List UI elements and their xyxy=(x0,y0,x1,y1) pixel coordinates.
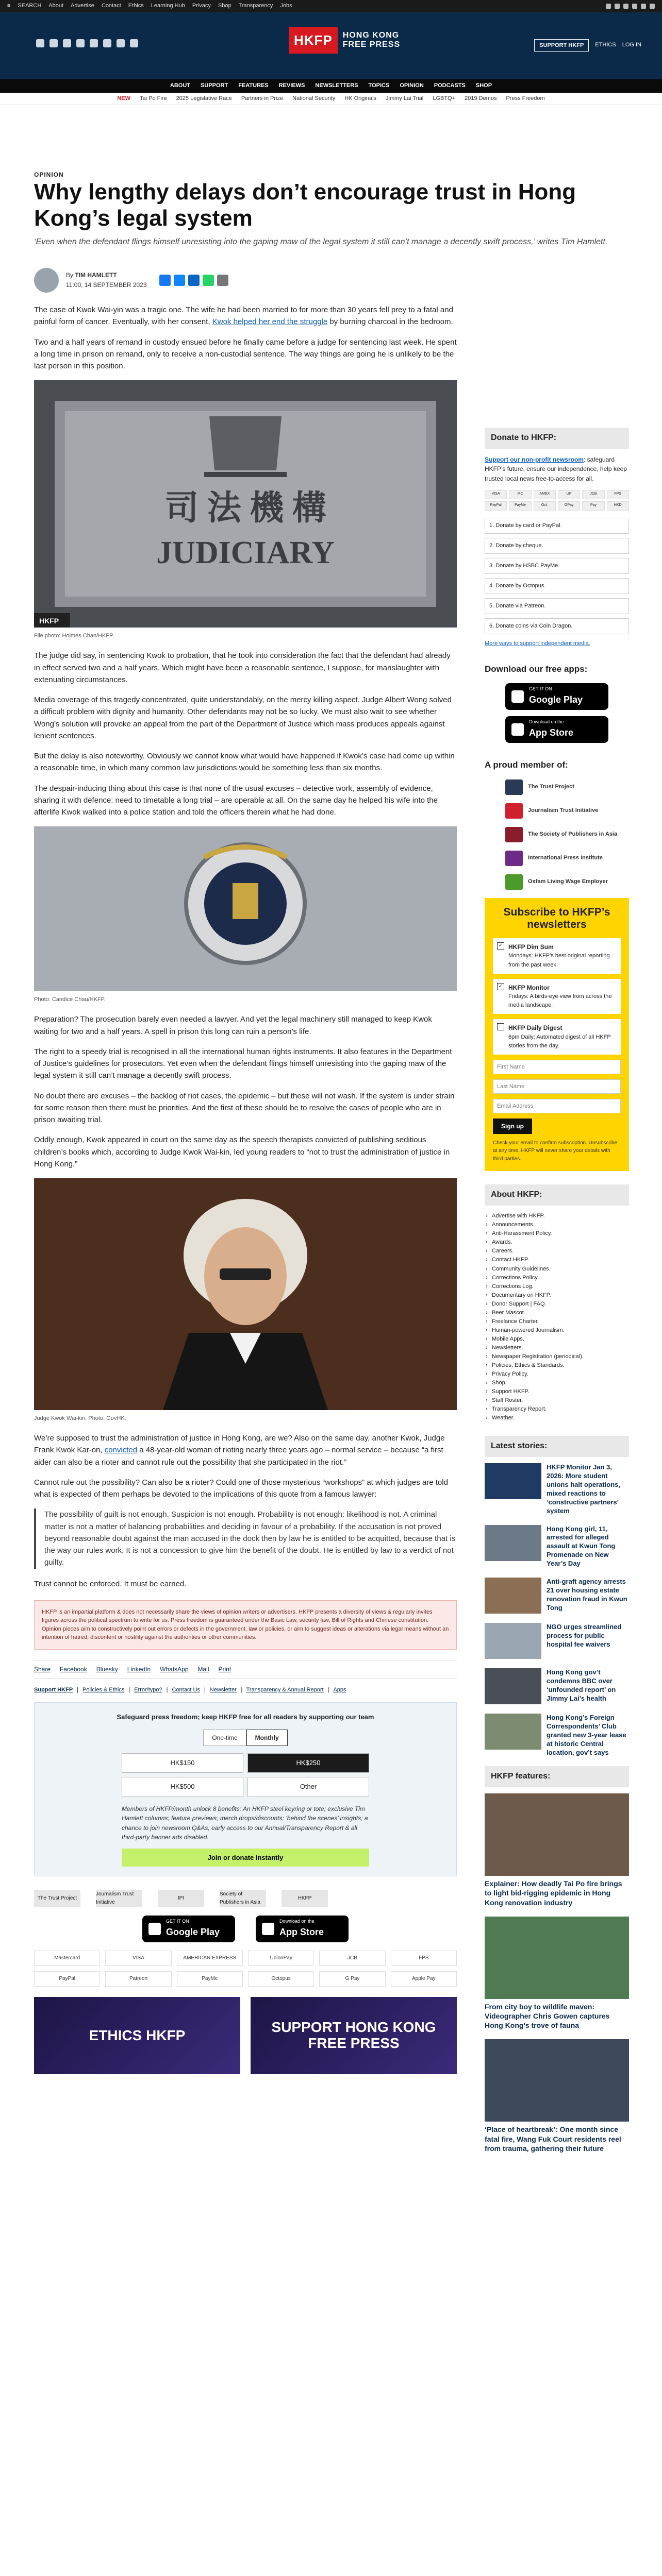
payment-icon: FPS xyxy=(607,490,629,499)
signup-button[interactable]: Sign up xyxy=(493,1118,532,1134)
footer-link[interactable]: Newsletter xyxy=(209,1687,237,1693)
about-link[interactable]: › Policies, Ethics & Standards. xyxy=(485,1361,629,1370)
topbar-link-learning-hub[interactable]: Learning Hub xyxy=(151,3,185,9)
photo-caption: Judge Kwok Wai-kin. Photo: GovHK. xyxy=(34,1415,126,1422)
google-play-icon xyxy=(148,1923,161,1935)
topbar-link-transparency[interactable]: Transparency xyxy=(238,3,273,9)
payment-icon: Pay xyxy=(582,501,604,511)
story-item[interactable]: Hong Kong gov’t condemns BBC over ‘unfounded report’ on Jimmy Lai’s health xyxy=(485,1668,629,1704)
share-bluesky[interactable]: Bluesky xyxy=(96,1665,118,1673)
amount-option-other[interactable]: Other xyxy=(247,1777,369,1797)
paragraph: Oddly enough, Kwok appeared in court on the same day as the speech therapists convicted of publishing seditious children’s books which, according to Judge Kwok Wai-kin, led young readers to “not to trust the administration of justice in Hong Kong.” xyxy=(34,1136,450,1168)
payment-logo: FPS xyxy=(391,1951,457,1966)
facebook-icon[interactable] xyxy=(36,39,44,47)
member-logo[interactable]: The Trust Project xyxy=(485,779,629,795)
google-play-icon xyxy=(511,690,524,703)
main-nav xyxy=(0,79,662,93)
inline-link[interactable]: Kwok helped her end the struggle xyxy=(212,317,328,327)
photo-caption: Photo: Candice Chau/HKFP. xyxy=(34,996,106,1003)
latest-title: Latest stories: xyxy=(485,1436,629,1457)
checkbox[interactable]: ✓ xyxy=(497,983,504,990)
story-item[interactable]: HKFP Monitor Jan 3, 2026: More student unions halt operations, mixed reactions to ‘constructive partners’ system xyxy=(485,1463,629,1515)
paragraph: The case of Kwok Wai-yin was a tragic one. The wife he had been married to for more than 30 years fell prey to a fatal and painful form of cancer. Eventually, with her consent, Kwok helped her end the struggle by burning charcoal in the bedroom. xyxy=(34,306,453,327)
whatsapp-share-icon[interactable] xyxy=(203,275,214,286)
trending-item[interactable]: Tai Po Fire xyxy=(139,95,167,101)
story-thumbnail xyxy=(485,1463,541,1499)
donation-box xyxy=(34,1702,457,1876)
amount-option[interactable]: HK$150 xyxy=(122,1753,243,1773)
payment-icon: HKD xyxy=(607,501,629,511)
feature-item[interactable]: From city boy to wildlife maven: Videographer Chris Gowen captures Hong Kong’s trove of fauna xyxy=(485,1917,629,2030)
author-avatar xyxy=(34,268,59,293)
payment-icon: AMEX xyxy=(534,490,556,499)
about-link[interactable]: › Privacy Policy. xyxy=(485,1370,629,1379)
facebook-share-icon[interactable] xyxy=(159,275,171,286)
social-icons xyxy=(606,4,655,9)
topbar-link-jobs[interactable]: Jobs xyxy=(280,3,292,9)
about-link[interactable]: › Beer Mascot. xyxy=(485,1309,629,1317)
share-icons xyxy=(159,275,228,286)
facebook-icon[interactable] xyxy=(606,4,611,9)
about-link[interactable]: › Documentary on HKFP. xyxy=(485,1291,629,1300)
trending-item[interactable]: Partners in Prize xyxy=(241,95,284,101)
article-footer-links: Support HKFP | Policies & Ethics | Error/typo? | Contact Us | Newsletter | Transparency & Annual Report | Apps xyxy=(34,1686,457,1694)
payment-icon: GPay xyxy=(558,501,580,511)
donate-intro: Support our non-profit newsroom: safeguard HKFP’s future, ensure our independence, help keep trusted local news free-to-access for all. xyxy=(485,455,627,482)
top-bar xyxy=(0,0,662,12)
topbar-link-about[interactable]: About xyxy=(48,3,64,9)
share-whatsapp[interactable]: WhatsApp xyxy=(160,1665,189,1673)
payment-icon: MC xyxy=(509,490,531,499)
svg-text:司 法 機 構: 司 法 機 構 xyxy=(164,489,326,528)
more-ways-link[interactable]: More ways to support independent media. xyxy=(485,640,590,647)
logo-line-1: HONG KONG xyxy=(342,30,400,40)
payment-icon: Oct. xyxy=(534,501,556,511)
payment-logo: Apple Pay xyxy=(391,1971,457,1987)
new-badge: NEW xyxy=(117,95,130,101)
bluesky-icon[interactable] xyxy=(117,39,125,47)
partner-logo[interactable]: HKFP xyxy=(282,1890,328,1907)
app-store-button[interactable]: Download on the App Store xyxy=(505,716,608,743)
x-icon[interactable] xyxy=(615,4,620,9)
member-title: A proud member of: xyxy=(485,760,568,770)
masthead-social-icons xyxy=(36,39,138,47)
support-banner[interactable]: SUPPORT HONG KONG FREE PRESS xyxy=(251,1997,457,2074)
topbar-link-advertise[interactable]: Advertise xyxy=(71,3,94,9)
nav-opinion[interactable]: OPINION xyxy=(400,82,424,89)
paragraph: Preparation? The prosecution barely even needed a lawyer. And yet the legal machinery still managed to keep Kwok waiting for two and a half years. A spell in prison this long can ruin a person’s life. xyxy=(34,1015,432,1036)
newsletter-option[interactable]: HKFP Daily Digest 6pm Daily: Automated digest of all HKFP stories from the day. xyxy=(493,1019,621,1055)
byline: By TIM HAMLETT 11:00, 14 SEPTEMBER 2023 xyxy=(34,268,228,293)
paragraph: Two and a half years of remand in custody ensued before he finally came before a judge for sentencing last week. He spent a long time in prison on remand, only to receive a non-custodial sentence. The way things are going he is unlikely to be the last person in this position. xyxy=(34,337,457,370)
apps-title: Download our free apps: xyxy=(485,664,588,674)
footer-link[interactable]: Contact Us xyxy=(172,1687,200,1693)
about-link[interactable]: › Transparency Report. xyxy=(485,1405,629,1414)
logo-mark: HKFP xyxy=(289,27,338,54)
story-item[interactable]: Hong Kong’s Foreign Correspondents’ Club granted new 3-year lease at historic Central location, gov’t says xyxy=(485,1714,629,1757)
amount-option-selected[interactable]: HK$250 xyxy=(247,1753,369,1773)
payment-logo: AMERICAN EXPRESS xyxy=(177,1951,243,1966)
judge-photo xyxy=(34,1178,457,1410)
newsletter-title: Subscribe to HKFP’s newsletters xyxy=(503,906,610,930)
story-item[interactable]: NGO urges streamlined process for public hospital fee waivers xyxy=(485,1623,629,1659)
youtube-icon[interactable] xyxy=(632,4,637,9)
masthead xyxy=(0,12,662,79)
share-linkedin[interactable]: LinkedIn xyxy=(127,1665,151,1673)
last-name-field[interactable] xyxy=(493,1079,621,1094)
sopa-icon xyxy=(505,827,523,842)
payment-logo: Patreon xyxy=(105,1971,171,1987)
footer-link[interactable]: Error/typo? xyxy=(134,1687,162,1693)
paragraph: Media coverage of this tragedy concentrated, quite understandably, on the mercy killing aspect. Judge Albert Wong solved a difficult problem with dignity and humanity. Other defendants may not be so lucky. We must also wait to see whether Wong’s solution will provoke an appeal from the part of the Department of Justice which mass produces appeals against lenient sentences. xyxy=(34,696,452,740)
latest-stories xyxy=(485,1463,629,1757)
about-links xyxy=(485,1212,629,1422)
inline-link[interactable]: convicted xyxy=(104,1446,138,1455)
linkedin-share-icon[interactable] xyxy=(188,275,200,286)
payment-icon: PayPal xyxy=(485,501,507,511)
donate-option[interactable]: 4. Donate by Octopus. xyxy=(485,578,629,594)
paragraph: Cannot rule out the possibility? Can also be a rioter? Could one of those mysterious “workshops” at which judges are told what is expected of them perhaps be devoted to the implications of this quote from a famous lawyer: xyxy=(34,1478,448,1499)
site-logo[interactable] xyxy=(289,27,400,54)
donate-title: Donate to HKFP: xyxy=(485,428,629,449)
about-link[interactable]: › Careers. xyxy=(485,1247,629,1256)
donate-option[interactable]: 3. Donate by HSBC PayMe. xyxy=(485,558,629,574)
apple-icon xyxy=(262,1923,274,1935)
newsletter-footnote: Check your email to confirm subscription. Unsubscribe at any time. HKFP will never share your details with third parties. xyxy=(493,1140,618,1162)
article-title: Why lengthy delays don’t encourage trust in Hong Kong’s legal system xyxy=(34,179,576,231)
about-title: About HKFP: xyxy=(485,1184,629,1206)
newsletter-signup xyxy=(485,898,629,1172)
about-link[interactable]: › Support HKFP. xyxy=(485,1387,629,1396)
trending-item[interactable]: Jimmy Lai Trial xyxy=(386,95,424,101)
author-name[interactable]: TIM HAMLETT xyxy=(75,272,117,279)
linkedin-icon[interactable] xyxy=(90,39,98,47)
payment-icon: JCB xyxy=(582,490,604,499)
menu-icon[interactable]: ≡ xyxy=(7,3,11,9)
membership-note: Members of HKFP/month unlock 8 benefits: An HKFP steel keyring or tote; exclusive Tim Hamlett columns; feature previews; merch drops/discounts; ‘behind the scenes’ insights; a chance to join newsroom Q&As; early access to our Annual/Transparency Report & all third-party banner ads disabled. xyxy=(122,1805,368,1841)
x-icon[interactable] xyxy=(49,39,58,47)
judiciary-photo xyxy=(34,380,457,628)
jti-icon xyxy=(505,803,523,819)
article-body xyxy=(34,304,457,2074)
story-thumbnail xyxy=(485,1714,541,1750)
share-link[interactable]: Share xyxy=(34,1665,51,1673)
paragraph: The right to a speedy trial is recognised in all the international human rights instruments. It also features in the Department of Justice’s guidelines for prosecutors. Yet even when the defendant flings himself unresisting into the gaping maw of the legal system it still can’t manage a decently swift process. xyxy=(34,1047,452,1080)
amount-options xyxy=(122,1753,369,1797)
newsletter-option[interactable]: ✓ HKFP Monitor Fridays: A birds-eye view from across the media landscape. xyxy=(493,979,621,1014)
share-row xyxy=(34,1660,457,1679)
topbar-link-contact[interactable]: Contact xyxy=(101,3,121,9)
bluesky-share-icon[interactable] xyxy=(174,275,185,286)
nav-about[interactable]: ABOUT xyxy=(170,82,191,89)
logo-wordmark xyxy=(343,31,400,50)
donate-intro-link[interactable]: Support our non-profit newsroom xyxy=(485,455,584,463)
story-item[interactable]: Hong Kong girl, 11, arrested for alleged assault at Kwun Tong Promenade on New Year’s Day xyxy=(485,1525,629,1568)
trending-item[interactable]: 2025 Legislative Race xyxy=(176,95,232,101)
payment-icons xyxy=(485,490,629,511)
trending-item[interactable]: HK Originals xyxy=(344,95,377,101)
payment-logo: VISA xyxy=(105,1951,171,1966)
nav-topics[interactable]: TOPICS xyxy=(368,82,390,89)
blockquote xyxy=(34,1509,457,1568)
google-play-button[interactable]: GET IT ON Google Play xyxy=(142,1916,235,1942)
feature-thumbnail xyxy=(485,1917,629,1999)
partner-logo[interactable]: Journalism Trust Initiative xyxy=(96,1890,142,1907)
about-link[interactable]: › Anti-Harassment Policy. xyxy=(485,1229,629,1238)
nav-podcasts[interactable]: PODCASTS xyxy=(434,82,466,89)
paragraph: But the delay is also noteworthy. Obviously we cannot know what would have happened if Kwok’s case had come up within a reasonable time, in which many common law jurisdictions would be something less than six months. xyxy=(34,752,455,773)
quote-text: The possibility of guilt is not enough. Suspicion is not enough. Probability is not enough: likelihood is not. A criminal matter is not a matter of balancing probabilities and deciding in favour of a probability. If the accusation is not proved beyond reasonable doubt against the man accused in the dock then by law he is entitled to be acquitted, because that is the way our rules work. It is not a concession to give him the benefit of the doubt. He is entitled by law to a verdict of not guilty. xyxy=(44,1510,456,1567)
oxfam-icon xyxy=(505,874,523,890)
donation-heading: Safeguard press freedom; keep HKFP free for all readers by supporting our team xyxy=(117,1713,374,1721)
topbar-link-privacy[interactable]: Privacy xyxy=(192,3,211,9)
sidebar xyxy=(485,428,629,2162)
about-link[interactable]: › Mobile Apps. xyxy=(485,1335,629,1344)
about-link[interactable]: › Announcements. xyxy=(485,1221,629,1229)
paragraph: Trust cannot be enforced. It must be earned. xyxy=(34,1579,187,1588)
trending-item[interactable]: Press Freedom xyxy=(506,95,545,101)
instagram-icon[interactable] xyxy=(623,4,628,9)
trending-item[interactable]: 2019 Demos xyxy=(465,95,497,101)
login-link[interactable]: LOG IN xyxy=(622,42,641,48)
newsletter-option[interactable]: ✓ HKFP Dim Sum Mondays: HKFP’s best original reporting from the past week. xyxy=(493,938,621,974)
nav-features[interactable]: FEATURES xyxy=(238,82,269,89)
checkbox[interactable] xyxy=(497,1023,504,1030)
checkbox[interactable]: ✓ xyxy=(497,942,504,950)
opinion-disclaimer: HKFP is an impartial platform & does not necessarily share the views of opinion writers or advertisers. HKFP presents a diversity of views & regularly invites figures across the political spectrum to write for us. Press freedom is guaranteed under the Basic Law, security law, Bill of Rights and Chinese constitution. Opinion pieces aim to constructively point out errors or defects in the government, law or policies, or aim to suggest ideas or alterations via legal means without an intention of hatred, discontent or hostility against the authorities or other communities. xyxy=(34,1600,457,1650)
donate-option[interactable]: 6. Donate coins via Coin Dragon. xyxy=(485,618,629,634)
about-link[interactable]: › Shop. xyxy=(485,1379,629,1387)
story-thumbnail xyxy=(485,1668,541,1704)
app-store-row xyxy=(34,1916,457,1942)
payment-logo: Octopus xyxy=(248,1971,314,1987)
nav-shop[interactable]: SHOP xyxy=(475,82,492,89)
payment-icon: VISA xyxy=(485,490,507,499)
partner-logo[interactable]: Society of Publishers in Asia xyxy=(220,1890,266,1907)
svg-text:HKFP: HKFP xyxy=(39,617,59,625)
nav-reviews[interactable]: REVIEWS xyxy=(278,82,305,89)
feature-item[interactable]: Explainer: How deadly Tai Po fire brings to light bid-rigging epidemic in Hong Kong renovation industry xyxy=(485,1793,629,1907)
share-print[interactable]: Print xyxy=(218,1665,231,1673)
judiciary-sign-text: JUDICIARY xyxy=(156,535,335,571)
bluesky-icon[interactable] xyxy=(650,4,655,9)
about-link[interactable]: › Awards. xyxy=(485,1238,629,1247)
feature-item[interactable]: ‘Place of heartbreak’: One month since fatal fire, Wang Fuk Court residents reel from trauma, gathering their future xyxy=(485,2039,629,2153)
footer-link[interactable]: Policies & Ethics xyxy=(82,1687,125,1693)
donate-option[interactable]: 2. Donate by cheque. xyxy=(485,538,629,554)
about-link[interactable]: › Contact HKFP. xyxy=(485,1256,629,1264)
article-standfirst: ‘Even when the defendant flings himself unresisting into the gaping maw of the legal system it still can’t manage a decently swift process,’ writes Tim Hamlett. xyxy=(34,238,608,246)
share-facebook[interactable]: Facebook xyxy=(60,1665,87,1673)
amount-option[interactable]: HK$500 xyxy=(122,1777,243,1797)
donate-option[interactable]: 1. Donate by card or PayPal. xyxy=(485,518,629,534)
donate-options xyxy=(485,518,629,634)
youtube-icon[interactable] xyxy=(76,39,85,47)
rss-icon[interactable] xyxy=(130,39,138,47)
payment-logo: PayMe xyxy=(177,1971,243,1987)
about-link[interactable]: › Human-powered Journalism. xyxy=(485,1326,629,1335)
paragraph: The despair-inducing thing about this case is that none of the usual excuses – detective work, assembly of evidence, sharing it with defence: need to timetable a long trial – are operable at all. On the same day he helped his wife into the afterlife Kwok walked into a police station and told the officers therein what he had done. xyxy=(34,784,438,817)
partner-logos xyxy=(34,1890,457,1907)
join-button[interactable]: Join or donate instantly xyxy=(122,1849,369,1867)
about-link[interactable]: › Newsletters. xyxy=(485,1344,629,1352)
instagram-icon[interactable] xyxy=(63,39,71,47)
app-store-button[interactable]: Download on the App Store xyxy=(256,1916,349,1942)
payment-logo: PayPal xyxy=(34,1971,100,1987)
partner-logo[interactable]: IPI xyxy=(158,1890,204,1907)
story-thumbnail xyxy=(485,1623,541,1659)
threads-icon[interactable] xyxy=(103,39,111,47)
sidebar-app-buttons xyxy=(485,683,629,743)
payment-logo: UnionPay xyxy=(248,1951,314,1966)
member-logo[interactable]: The Society of Publishers in Asia xyxy=(485,827,629,842)
about-link[interactable]: › Newspaper Registration (periodical). xyxy=(485,1352,629,1361)
frequency-toggle xyxy=(44,1730,447,1747)
trust-project-icon xyxy=(505,779,523,795)
features-title: HKFP features: xyxy=(485,1766,629,1787)
nav-newsletters[interactable]: NEWSLETTERS xyxy=(315,82,358,89)
paragraph: The judge did say, in sentencing Kwok to probation, that he took into consideration the fact that the defendant had already in effect served two and a half years. Which might have been a reasonable sentence, I suppose, for manslaughter with extenuating circumstances. xyxy=(34,651,451,684)
topbar-link-shop[interactable]: Shop xyxy=(218,3,231,9)
footer-link[interactable]: Transparency & Annual Report xyxy=(246,1687,324,1693)
about-link[interactable]: › Advertise with HKFP. xyxy=(485,1212,629,1221)
trending-item[interactable]: LGBTQ+ xyxy=(433,95,456,101)
payment-icon: UP xyxy=(558,490,580,499)
police-emblem-photo xyxy=(34,826,457,991)
feature-thumbnail xyxy=(485,2039,629,2122)
member-logo[interactable]: Journalism Trust Initiative xyxy=(485,803,629,819)
about-link[interactable]: › Corrections Log. xyxy=(485,1282,629,1291)
apple-icon xyxy=(511,723,524,736)
ipi-icon xyxy=(505,851,523,866)
photo-caption: File photo: Holmes Chan/HKFP. xyxy=(34,633,114,639)
nav-support[interactable]: SUPPORT xyxy=(201,82,228,89)
about-link[interactable]: › Freelance Charter. xyxy=(485,1317,629,1326)
promo-banners xyxy=(34,1997,457,2074)
story-thumbnail xyxy=(485,1525,541,1561)
google-play-button[interactable]: GET IT ON Google Play xyxy=(505,683,608,710)
trending-nav xyxy=(0,93,662,105)
share-mail[interactable]: Mail xyxy=(197,1665,209,1673)
payment-methods xyxy=(34,1951,457,1987)
partner-logo[interactable]: The Trust Project xyxy=(34,1890,80,1907)
member-logo[interactable]: International Press Institute xyxy=(485,851,629,866)
monthly-option[interactable]: Monthly xyxy=(246,1730,288,1747)
member-logo[interactable]: Oxfam Living Wage Employer xyxy=(485,874,629,890)
footer-link[interactable]: Support HKFP xyxy=(34,1687,73,1693)
trending-item[interactable]: National Security xyxy=(292,95,336,101)
about-link[interactable]: › Donor Support | FAQ. xyxy=(485,1300,629,1309)
ethics-link[interactable]: ETHICS xyxy=(595,42,616,48)
donate-option[interactable]: 5. Donate via Patreon. xyxy=(485,598,629,614)
payment-icon: PayMe xyxy=(509,501,531,511)
about-link[interactable]: › Staff Roster. xyxy=(485,1396,629,1405)
search-link[interactable]: SEARCH xyxy=(18,3,42,9)
topbar-link-ethics[interactable]: Ethics xyxy=(128,3,144,9)
payment-logo: JCB xyxy=(319,1951,385,1966)
story-item[interactable]: Anti-graft agency arrests 21 over housing estate renovation fraud in Kwun Tong xyxy=(485,1578,629,1614)
support-hkfp-button[interactable]: SUPPORT HKFP xyxy=(534,39,589,52)
paragraph: We’re supposed to trust the administration of justice in Hong Kong, are we? Also on the same day, another Kwok, Judge Frank Kwok Kar-on, convicted a 48-year-old woman of rioting nearly three years ago – normal service – because “a first aider can also be a rioter and cannot rule out the possibility that she participated in the riot.” xyxy=(34,1434,445,1467)
paragraph: No doubt there are excuses – the backlog of riot cases, the epidemic – but these will not wash. If the system is under strain for some reason then there must be priorities. And the first of these should be to resolve the cases of people who are in prison awaiting trial. xyxy=(34,1091,455,1125)
about-link[interactable]: › Weather. xyxy=(485,1414,629,1422)
threads-icon[interactable] xyxy=(641,4,646,9)
payment-logo: Mastercard xyxy=(34,1951,100,1966)
payment-logo: G Pay xyxy=(319,1971,385,1987)
feature-thumbnail xyxy=(485,1793,629,1876)
email-field[interactable] xyxy=(493,1099,621,1113)
publish-date: 11:00, 14 SEPTEMBER 2023 xyxy=(66,281,147,289)
ethics-banner[interactable]: ETHICS HKFP xyxy=(34,1997,240,2074)
mail-share-icon[interactable] xyxy=(217,275,228,286)
first-name-field[interactable] xyxy=(493,1060,621,1074)
article-category[interactable]: OPINION xyxy=(34,171,64,178)
one-time-option[interactable]: One-time xyxy=(203,1730,246,1747)
logo-line-2: FREE PRESS xyxy=(342,40,401,49)
story-thumbnail xyxy=(485,1578,541,1614)
about-link[interactable]: › Corrections Policy. xyxy=(485,1274,629,1282)
about-link[interactable]: › Community Guidelines. xyxy=(485,1265,629,1274)
footer-link[interactable]: Apps xyxy=(333,1687,346,1693)
